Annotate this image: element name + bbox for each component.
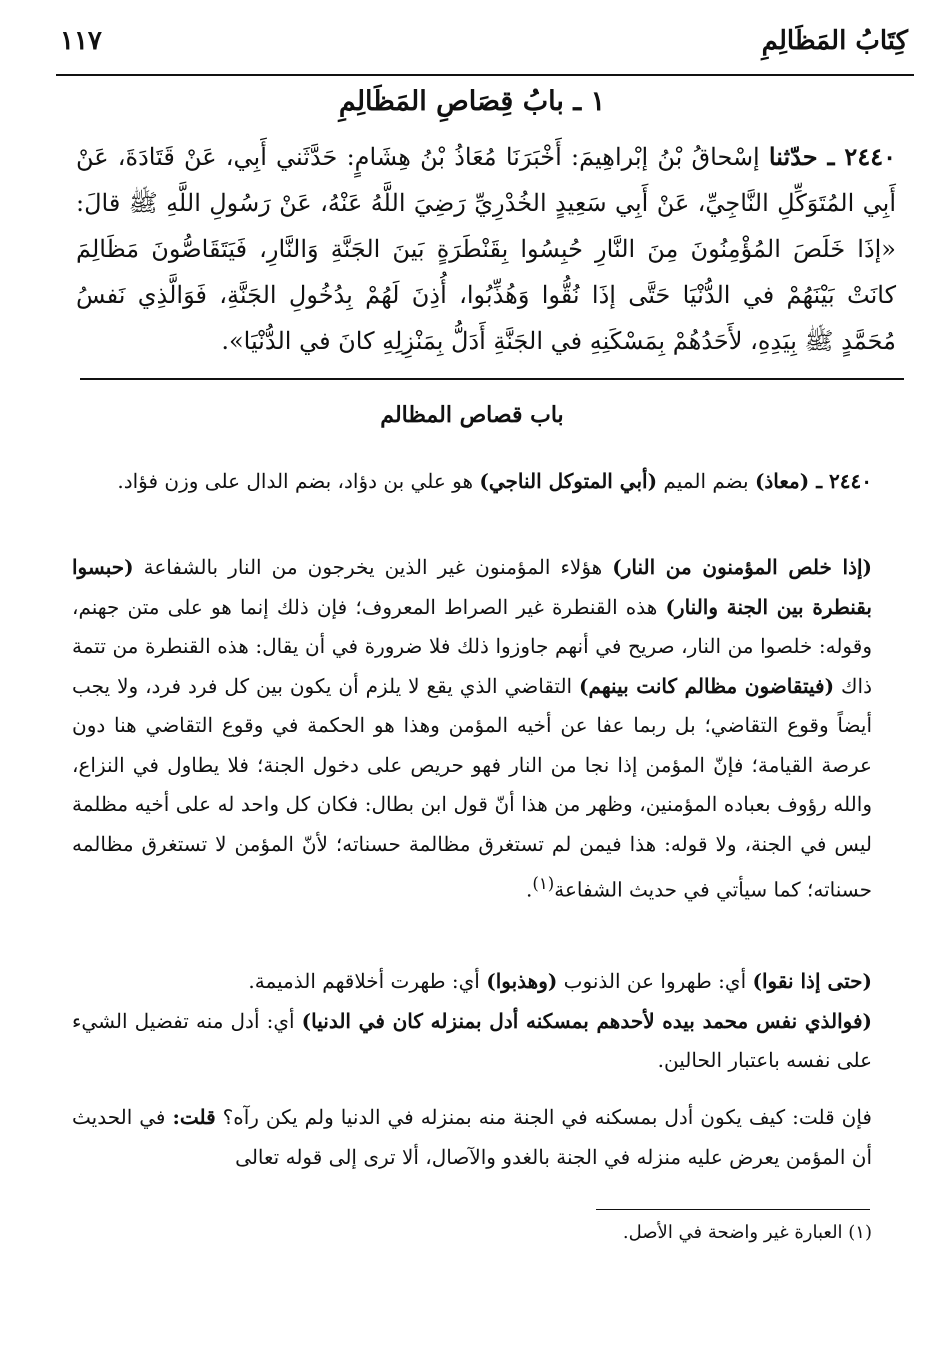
bold-term: (إذا خلص المؤمنون من النار) [612,555,872,579]
commentary-paragraph [72,1098,872,1177]
chapter-heading: ١ ـ بابُ قِصَاصِ المَظَالِمِ [338,86,606,117]
commentary-text: هو علي بن دؤاد، بضم الدال على وزن فؤاد. [117,469,480,493]
commentary-text: في الحديث أن المؤمن يعرض عليه منزله في الجنة بالغدو والآصال، ألا ترى إلى قوله تعالى [72,1105,872,1169]
commentary-paragraph [72,548,872,910]
section-divider [80,378,904,380]
hadith-body: إسْحاقُ بْنُ إبْراهِيمَ: أَخْبَرَنَا مُعَاذُ بْنُ هِشَامٍ: حَدَّثَني أَبِي، عَنْ قَتَادَةَ، عَنْ أَبِي المُتَوَكِّلِ النَّاجِيِّ، عَنْ أَبِي سَعِيدٍ الخُدْرِيِّ رَضِيَ اللَّهُ عَنْهُ، عَنْ رَسُولِ اللَّهِ ﷺ قالَ: «إذَا خَلَصَ المُؤْمِنُونَ مِنَ النَّارِ حُبِسُوا بِقَنْطَرَةٍ بَينَ الجَنَّةِ وَالنَّارِ، فَيَتَقَاصُّونَ مَظَالِمَ كانَتْ بَيْنَهُمْ في الدُّنْيَا حَتَّى إذَا نُقُّوا وَهُذِّبُوا، أُذِنَ لَهُمْ بِدُخُولِ الجَنَّةِ، فَوَالَّذِي نَفسُ مُحَمَّدٍ ﷺ بِيَدِهِ، لأَحَدُهُمْ بِمَسْكَنِهِ في الجَنَّةِ أَدَلُّ بِمَنْزِلِهِ كانَ في الدُّنْيَا». [76,143,896,355]
footnote-divider [596,1209,870,1210]
bold-term: (فيتقاضون مظالم كانت بينهم) [579,673,835,698]
footnote: (١) العبارة غير واضحة في الأصل. [622,1222,872,1243]
running-header-title: كِتَابُ المَظَالِمِ [761,26,908,56]
bold-term: (وهذبوا) [486,969,558,993]
commentary-text: هذه القنطرة غير الصراط المعروف؛ فإن ذلك إنما هو على متن جهنم، وقوله: خلصوا من النار، صريح في أنهم جاوزوا ذلك فلا ضرورة في أن يقال: هذه القنطرة من تتمة ذاك [72,594,872,698]
bold-term: (حبسوا بقنطرة بين الجنة والنار) [72,555,872,619]
commentary-heading: باب قصاص المظالم [380,402,564,428]
commentary-text: فإن قلت: كيف يكون أدل بمسكنه في الجنة منه بمنزله في الدنيا ولم يكن رآه؟ [215,1105,872,1129]
header-divider [56,74,914,76]
commentary-text: أي: طهروا عن الذنوب [557,969,753,993]
bold-term: (معاذ) [754,469,810,493]
commentary-text: أي: طهرت أخلاقهم الذميمة. [248,969,487,993]
bold-term: قلت: [172,1105,216,1129]
bold-term: (حتى إذا نقوا) [752,969,872,993]
commentary-text: التقاضي الذي يقع لا يلزم أن يكون بين كل فرد فرد، ولا يجب أيضاً وقوع التقاضي؛ بل ربما عفا عن أخيه المؤمن وهذا هو الحكمة في وقوع التقاضي هنا دون عرصة القيامة؛ فإنّ المؤمن إذا نجا من النار فهو حريص على دخول الجنة؛ فلا يطاول في النزاع، والله رؤوف بعباده المؤمنين، وظهر من هذا أنّ قول ابن بطال: فكان كل واحد له على أخيه مظلمة ليس في الجنة، ولا قوله: هذا فيمن لم تستغرق مظالمة حسناته؛ لأنّ المؤمن لا تستغرق مظالمه حسناته؛ كما سيأتي في حديث الشفاعة [72,673,872,902]
commentary-paragraph [72,962,872,1081]
commentary-text: أي: أدل منه تفضيل الشيء على نفسه باعتبار الحالين. [72,1008,872,1072]
bold-term: (فوالذي نفس محمد بيده لأحدهم بمسكنه أدل بمنزله كان في الدنيا) [301,1008,872,1033]
hadith-text [76,134,896,364]
hadith-number: ٢٤٤٠ ـ حدّثنا [768,142,896,171]
page-number: ١١٧ [60,26,102,56]
commentary-text: هؤلاء المؤمنون غير الذين يخرجون من النار بالشفاعة [133,555,613,579]
footnote-ref[interactable]: (١) [532,874,555,893]
commentary-number: ٢٤٤٠ ـ [809,469,872,493]
commentary-paragraph [72,462,872,502]
commentary-text: بضم الميم [657,469,755,493]
bold-term: (أبي المتوكل الناجي) [479,469,658,493]
commentary-text: . [525,877,533,902]
